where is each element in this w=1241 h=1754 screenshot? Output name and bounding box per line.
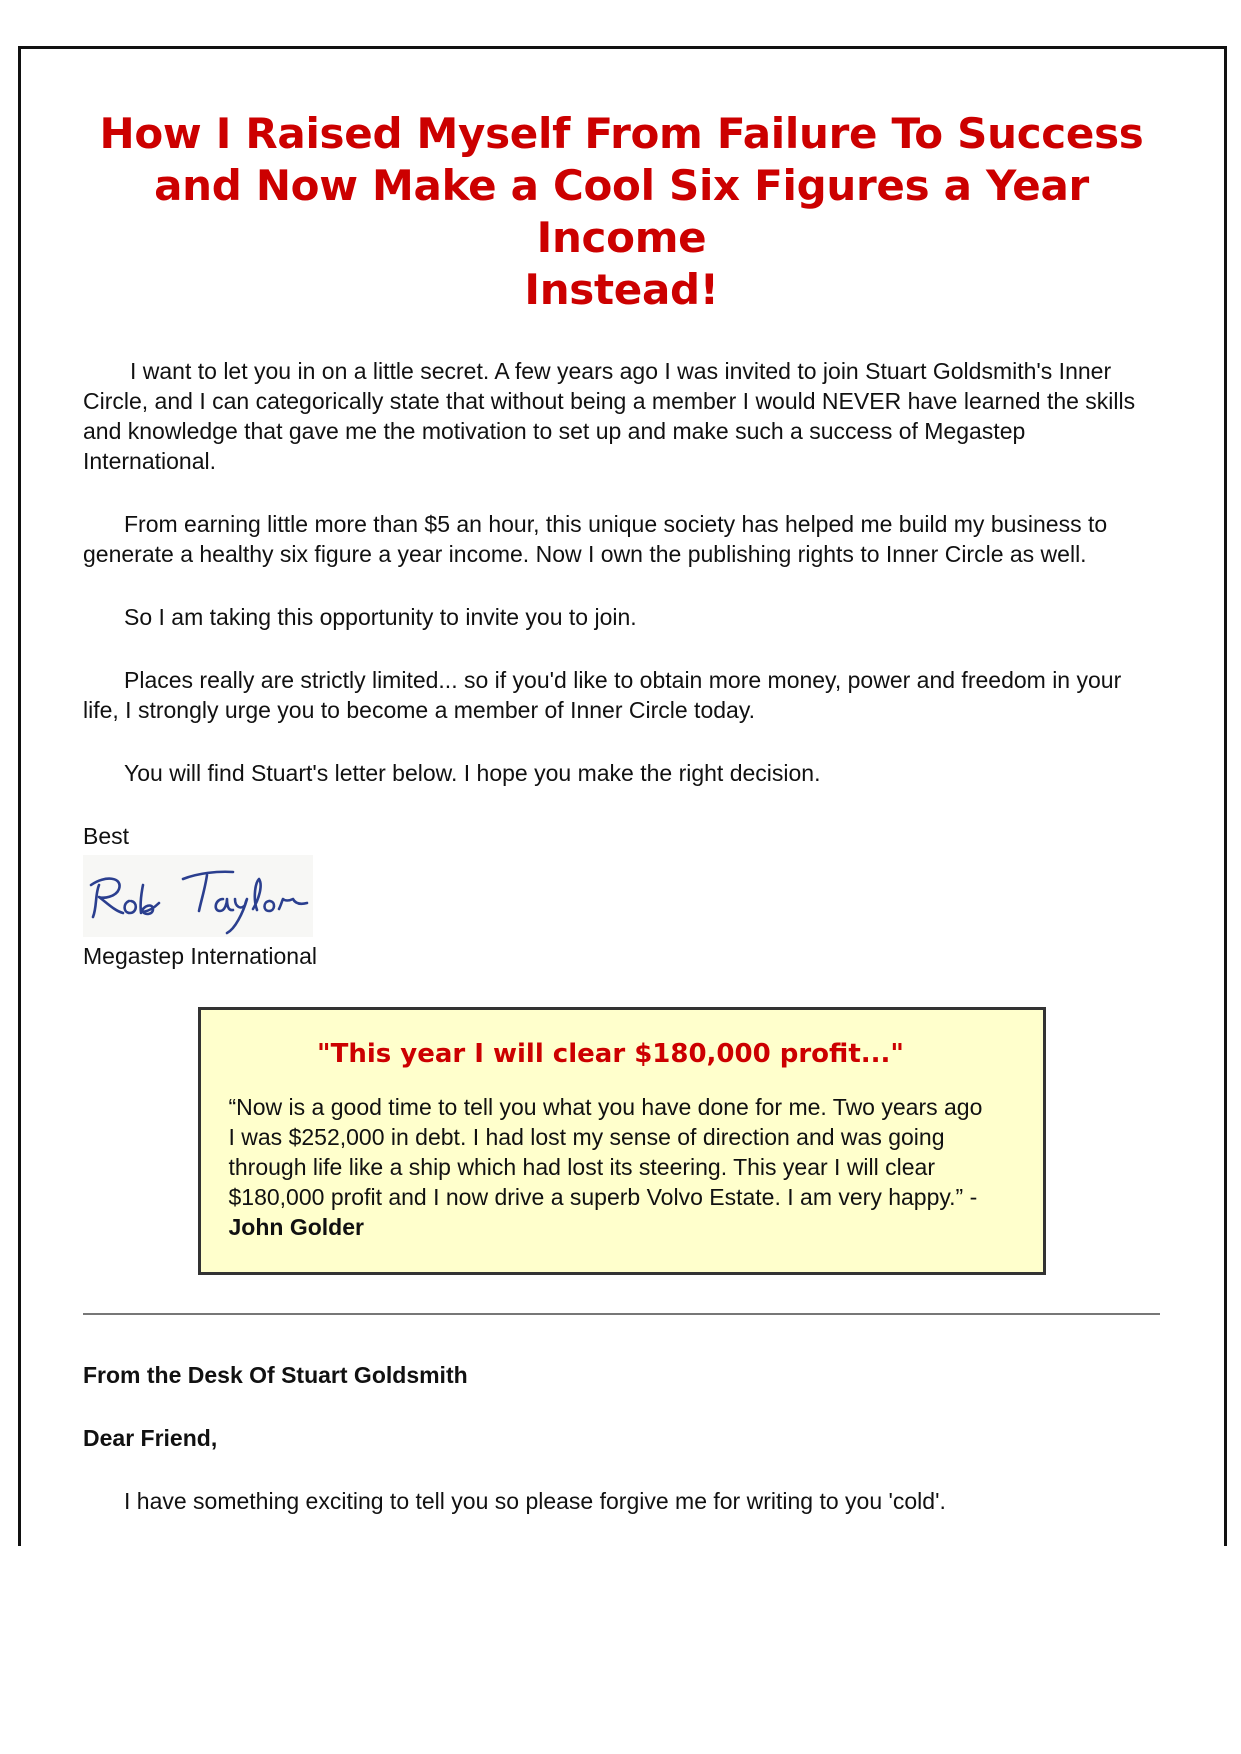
signoff-company: Megastep International xyxy=(83,943,317,969)
intro-paragraph-3: So I am taking this opportunity to invite you to join. xyxy=(124,604,637,630)
letter-opening: I have something exciting to tell you so please forgive me for writing to you 'cold'. xyxy=(124,1488,946,1514)
page-headline xyxy=(83,108,1160,316)
intro-paragraph-1: I want to let you in on a little secret. A few years ago I was invited to join Stuart Goldsmith's Inner Circle, and I can categorically state that without being a member I would NEVER have learned the skills and knowledge that gave me the motivation to set up and make such a success of Megastep International. xyxy=(83,358,1136,474)
testimonial-title: "This year I will clear $180,000 profit..." xyxy=(317,1039,904,1069)
testimonial-quote-text: “Now is a good time to tell you what you have done for me. Two years ago I was $252,000 in debt. I had lost my sense of direction and was going through life like a ship which had lost its steering. This year I will clear $180,000 profit and I now drive a superb Volvo Estate. I am very happy.” - xyxy=(228,1094,983,1210)
intro-paragraph-2: From earning little more than $5 an hour, this unique society has helped me build my business to generate a healthy six figure a year income. Now I own the publishing rights to Inner Circle as well. xyxy=(83,511,1108,567)
testimonial-author: John Golder xyxy=(228,1214,364,1240)
letter-salutation: Dear Friend, xyxy=(83,1425,218,1451)
signature-image xyxy=(83,855,313,937)
testimonial-quote xyxy=(229,1092,993,1242)
letter-content xyxy=(83,108,1160,1516)
headline-line-1: How I Raised Myself From Failure To Success xyxy=(99,109,1144,158)
intro-paragraph-4: Places really are strictly limited... so if you'd like to obtain more money, power and freedom in your life, I strongly urge you to become a member of Inner Circle today. xyxy=(83,667,1122,723)
section-divider xyxy=(83,1313,1160,1315)
signoff-best: Best xyxy=(83,823,130,849)
testimonial-box xyxy=(198,1007,1046,1275)
headline-line-2: and Now Make a Cool Six Figures a Year Income xyxy=(154,161,1089,262)
letter-from: From the Desk Of Stuart Goldsmith xyxy=(83,1362,468,1388)
headline-line-3: Instead! xyxy=(524,265,719,314)
intro-paragraph-5: You will find Stuart's letter below. I hope you make the right decision. xyxy=(124,760,821,786)
